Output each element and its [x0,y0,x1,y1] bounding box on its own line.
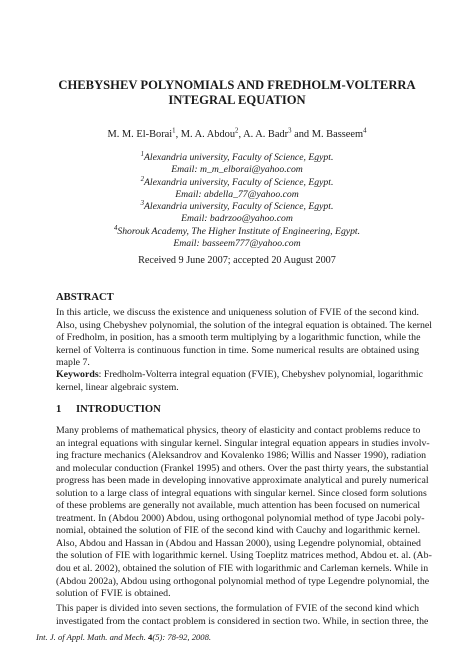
keywords-label: Keywords [56,369,99,380]
affiliation-2-institution: Alexandria university, Faculty of Science, Egypt. [144,176,334,188]
abstract-text [56,307,433,370]
author-3: A. A. Badr [243,129,289,140]
abstract-heading: ABSTRACT [56,292,114,303]
author-4: M. Basseem [311,129,364,140]
intro-line: This paper is divided into seven sections, the formulation of FVIE of the second kind which [56,603,419,614]
affiliation-3 [40,201,434,213]
author-1: M. M. El-Borai [107,129,173,140]
abstract-line: In this article, we discuss the existence and uniqueness solution of FVIE of the second kind. [56,307,419,318]
affiliation-2-email: Email: abdella_77@yahoo.com [175,188,299,200]
intro-line: solution to a large class of integral equations with singular kernel. Since closed form solutions [56,487,427,499]
affiliation-3-institution: Alexandria university, Faculty of Science, Egypt. [144,201,334,213]
author-2-mark: 2 [235,127,239,135]
journal-issue-pages: (5): 78-92, 2008. [152,632,212,642]
author-4-mark: 4 [363,127,367,135]
intro-line: of these problems are generally not available, much attention has been focused on numerical [56,500,421,512]
journal-name: Int. J. of Appl. Math. and Mech. [36,632,146,642]
affiliation-4-email: Email: basseem777@yahoo.com [173,238,301,250]
intro-paragraph-2 [56,603,429,628]
section-number: 1 [56,404,62,415]
intro-line: nomial, obtained the solution of FIE of the second kind with Cauchy and logarithmic kernel. [56,525,421,537]
affiliation-1 [40,152,434,164]
intro-line: (Abdou 2002a), Abdou using orthogonal polynomial method of type Legendre polynomial, the [56,575,430,587]
author-1-mark: 1 [172,127,176,135]
section-title: INTRODUCTION [76,404,161,415]
abstract-line: kernel of Volterra is continuous function in time. Some numerical results are obtained using [56,344,419,356]
intro-line: and molecular conduction (Frankel 1995) and others. Over the past thirty years, the substantial [56,462,429,474]
affiliation-1-email: Email: m_m_elborai@yahoo.com [171,164,303,176]
journal-volume: 4 [148,632,153,642]
affiliation-1-mark: 1 [140,150,144,158]
intro-line: an integral equations with singular kernel. Singular integral equation appears in studies involv- [56,437,430,449]
author-3-mark: 3 [288,127,292,135]
intro-line: the solution of FIE with logarithmic kernel. Using Toeplitz matrices method, Abdou et. al. (Ab- [56,550,432,562]
affiliation-1-institution: Alexandria university, Faculty of Science, Egypt. [144,152,334,163]
abstract-line: maple 7. [56,357,90,369]
abstract-line: of Fredholm, in position, has a smooth term multiplying by a logarithmic function, while the [56,332,421,344]
affiliation-3-mark: 3 [140,199,144,207]
section-heading [56,404,161,415]
keywords-line-1 [56,369,423,382]
title-line-1: CHEBYSHEV POLYNOMIALS AND FREDHOLM-VOLTERRA [58,78,416,92]
author-2: M. A. Abdou [180,129,236,140]
keywords [56,369,423,394]
affiliation-3-email: Email: badrzoo@yahoo.com [181,213,293,225]
received-date: Received 9 June 2007; accepted 20 August 2007 [138,255,336,266]
abstract-line: Also, using Chebyshev polynomial, the solution of the integral equation is obtained. The kernel [56,319,433,331]
intro-line: dou et al. 2002), obtained the solution of FIE with logarithmic and Carleman kernels. While in [56,563,429,575]
journal-footer [36,632,211,642]
affiliations [40,152,434,250]
intro-paragraph-1 [56,425,432,601]
paper-title [40,78,434,108]
author-list: M. M. El-Borai$^1$, M. A. Abdou$^2$, A. A. Badr$^3$ and M. Basseem$^4$ [107,127,367,140]
affiliation-2-mark: 2 [140,175,144,183]
affiliation-2 [40,177,434,189]
affiliation-4-mark: 4 [113,224,118,232]
keywords-line-2: kernel, linear algebraic system. [56,381,179,393]
intro-line: Many problems of mathematical physics, theory of elasticity and contact problems reduce to [56,425,421,436]
intro-line: treatment. In (Abdou 2000) Abdou, using orthogonal polynomial method of type Jacobi poly- [56,512,425,524]
intro-line: investigated from the contact problem is considered in section two. While, in section three, the [56,615,429,627]
title-line-2: INTEGRAL EQUATION [168,93,306,107]
affiliation-4-institution: Shorouk Academy, The Higher Institute of Engineering, Egypt. [117,225,361,237]
keywords-text-1: : Fredholm-Volterra integral equation (FVIE), Chebyshev polynomial, logarithmic [98,369,423,380]
intro-line: ing fracture mechanics (Aleksandrov and Kovalenko 1986; Willis and Nasser 1990), radiation [56,450,427,462]
affiliation-4 [40,226,434,238]
intro-line: progress has been made in developing innovative approximate analytical and purely numerical [56,475,429,487]
intro-line: solution of FVIE is obtained. [56,588,171,600]
intro-line: Also, Abdou and Hassan in (Abdou and Hassan 2000), using Legendre polynomial, obtained [56,537,421,549]
